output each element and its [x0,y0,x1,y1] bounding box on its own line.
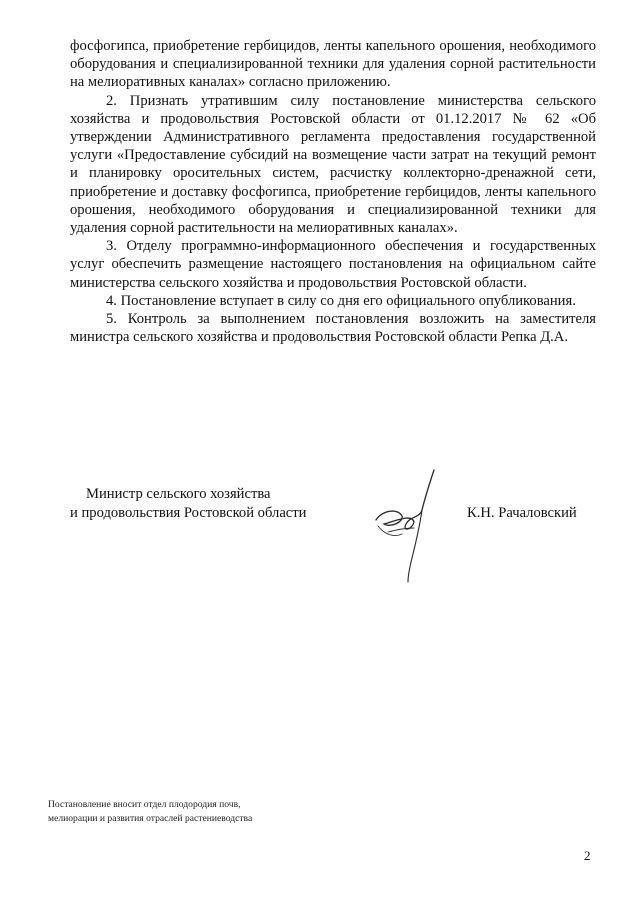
signatory-position-line-1: Министр сельского хозяйства [86,486,271,502]
paragraph-4: 4. Постановление вступает в силу со дня его официального опубликования. [106,292,576,309]
page-number: 2 [584,848,591,863]
signatory-position-line-2: и продовольствия Ростовской области [70,505,307,521]
paragraph-3: 3. Отделу программно-информационного обеспечения и государственных услуг обеспечить размещение настоящего постановления на официальном сайте министерства сельского хозяйства и продовольствия Ростовской области. [70,238,596,291]
document-body [70,37,596,346]
signatory-name: К.Н. Рачаловский [467,505,577,521]
paragraph-1-continuation: фосфогипса, приобретение гербицидов, ленты капельного орошения, необходимого оборудования и специализированной техники для удаления сорной растительности на мелиоративных каналах» согласно приложению. [70,38,596,91]
footnote-line-2: мелиорации и развития отраслей растениеводства [48,813,253,824]
signatory-position [70,485,306,523]
footnote [48,798,252,826]
footnote-line-1: Постановление вносит отдел плодородия почв, [48,799,241,810]
handwritten-signature [368,458,458,588]
paragraph-5: 5. Контроль за выполнением постановления возложить на заместителя министра сельского хозяйства и продовольствия Ростовской области Репка Д.А. [70,311,596,346]
paragraph-2: 2. Признать утратившим силу постановление министерства сельского хозяйства и продовольствия Ростовской области от 01.12.2017 № 62 «Об утверждении Административного регламента предоставления государственной услуги «Предоставление субсидий на возмещение части затрат на текущий ремонт и планировку оросительных систем, расчистку коллекторно-дренажной сети, приобретение и доставку фосфогипса, приобретение гербицидов, ленты капельного орошения, необходимого оборудования и специализированной техники для удаления сорной растительности на мелиоративных каналах». [70,92,596,237]
